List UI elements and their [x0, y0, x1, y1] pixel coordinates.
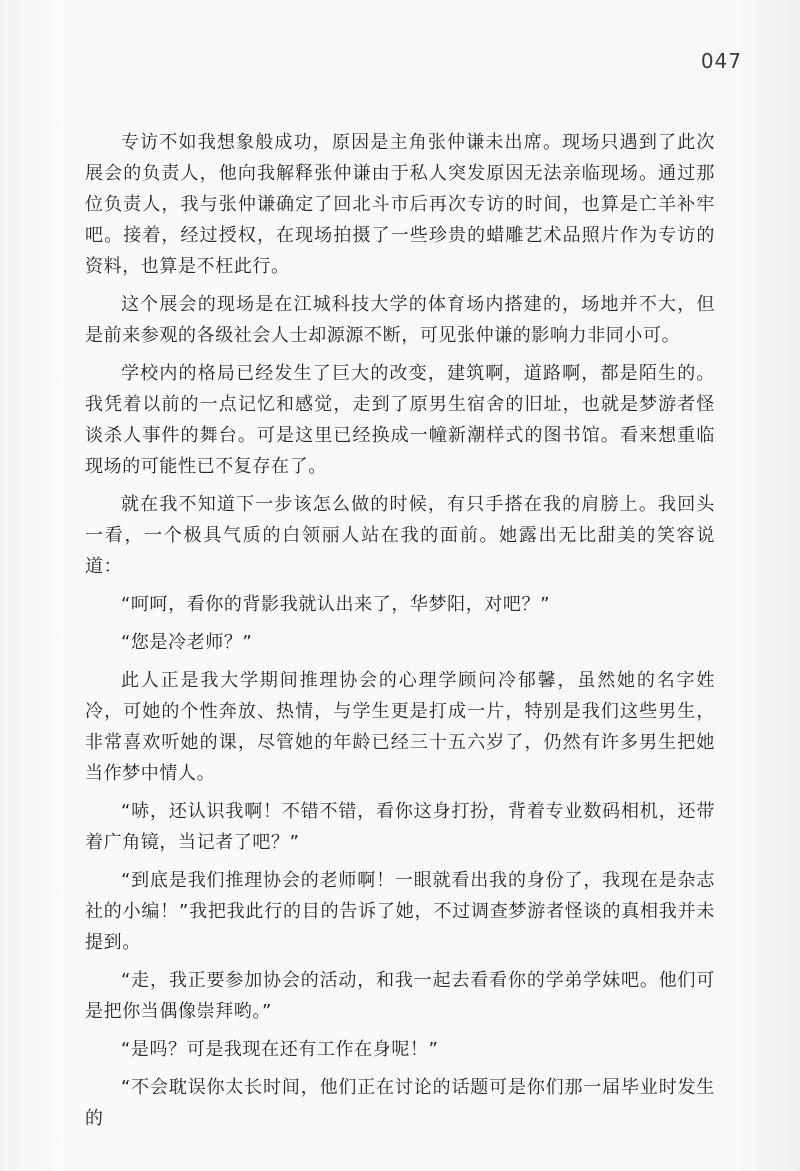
paragraph-8: “哧，还认识我啊！不错不错，看你这身打扮，背着专业数码相机，还带着广角镜，当记者了吧？”: [85, 801, 715, 853]
paragraph-6: “您是冷老师？”: [121, 632, 253, 653]
page-number: 047: [700, 49, 742, 73]
paragraph-7: 此人正是我大学期间推理协会的心理学顾问冷郁馨，虽然她的名字姓冷，可她的个性奔放、热情，与学生更是打成一片，特别是我们这些男生，非常喜欢听她的课，尽管她的年龄已经三十五六岁了，仍然有许多男生把她当作梦中情人。: [85, 670, 715, 784]
paragraph-11: “是吗？可是我现在还有工作在身呢！”: [121, 1039, 439, 1060]
paragraph-10: “走，我正要参加协会的活动，和我一起去看看你的学弟学妹吧。他们可是把你当偶像崇拜哟。”: [85, 970, 715, 1022]
paragraph-2: 这个展会的现场是在江城科技大学的体育场内搭建的，场地并不大，但是前来参观的各级社会人士却源源不断，可见张仲谦的影响力非同小可。: [85, 294, 715, 346]
paragraph-9: “到底是我们推理协会的老师啊！一眼就看出我的身份了，我现在是杂志社的小编！”我把我此行的目的告诉了她，不过调查梦游者怪谈的真相我并未提到。: [85, 870, 715, 953]
paragraph-1: 专访不如我想象般成功，原因是主角张仲谦未出席。现场只遇到了此次展会的负责人，他向我解释张仲谦由于私人突发原因无法亲临现场。通过那位负责人，我与张仲谦确定了回北斗市后再次专访的时间，也算是亡羊补牢吧。接着，经过授权，在现场拍摄了一些珍贵的蜡雕艺术品照片作为专访的资料，也算是不枉此行。: [85, 132, 715, 277]
paragraph-4: 就在我不知道下一步该怎么做的时候，有只手搭在我的肩膀上。我回头一看，一个极具气质的白领丽人站在我的面前。她露出无比甜美的笑容说道：: [85, 494, 715, 577]
paragraph-3: 学校内的格局已经发生了巨大的改变，建筑啊，道路啊，都是陌生的。我凭着以前的一点记忆和感觉，走到了原男生宿舍的旧址，也就是梦游者怪谈杀人事件的舞台。可是这里已经换成一幢新潮样式的图书馆。看来想重临现场的可能性已不复存在了。: [85, 363, 715, 477]
paragraph-12: “不会耽误你太长时间，他们正在讨论的话题可是你们那一届毕业时发生的: [85, 1077, 715, 1129]
paragraph-5: “呵呵，看你的背影我就认出来了，华梦阳，对吧？”: [121, 594, 551, 615]
body-text: [85, 127, 715, 1141]
